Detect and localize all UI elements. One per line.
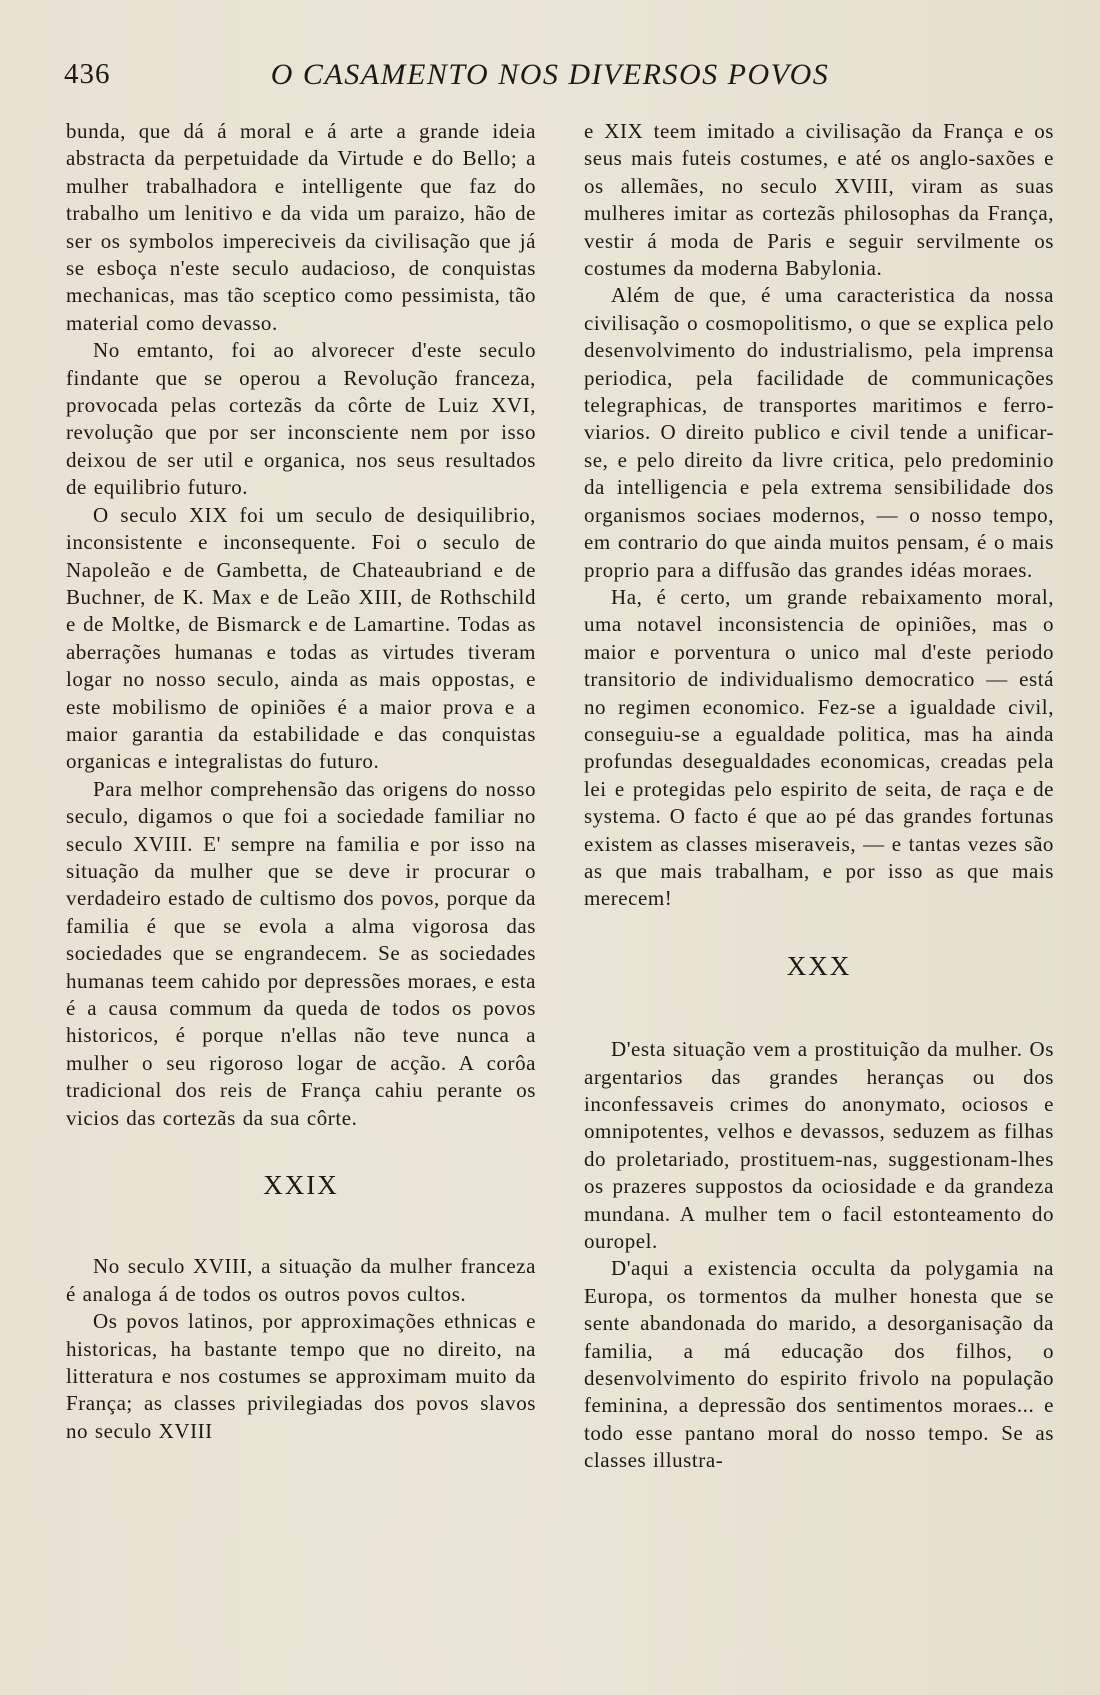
paragraph: No emtanto, foi ao alvorecer d'este seculo findante que se operou a Revolução franceza, provocada pelas cortezãs da côrte de Luiz XVI, revolução que por ser inconsciente nem por isso deixou de ser util e organica, nos seus resultados de equilibrio futuro.	[66, 338, 536, 500]
paragraph: bunda, que dá á moral e á arte a grande ideia abstracta da perpetuidade da Virtude e do Bello; a mulher trabalhadora e intelligente que faz do trabalho um lenitivo e da vida um paraizo, hão de ser os symbolos impereciveis da civilisação que já se esboça n'este seculo audacioso, de conquistas mechanicas, mas tão sceptico como pessimista, tão material como devasso.	[66, 119, 536, 335]
left-column	[66, 118, 536, 1445]
right-column	[584, 118, 1054, 1475]
paragraph: Além de que, é uma caracteristica da nossa civilisação o cosmopolitismo, o que se explica pelo desenvolvimento do industrialismo, pela imprensa periodica, pela facilidade de communicações telegraphicas, de transportes maritimos e ferro-viarios. O direito publico e civil tende a unificar-se, e pelo direito da livre critica, pelo predominio da intelligencia e pela extrema sensibilidade dos organismos sociaes modernos, — o nosso tempo, em contrario do que ainda muitos pensam, é o mais proprio para a diffusão das grandes idéas moraes.	[584, 283, 1054, 582]
paragraph: O seculo XIX foi um seculo de desiquilibrio, inconsistente e inconsequente. Foi o seculo de Napoleão e de Gambetta, de Chateaubriand e de Buchner, de K. Max e de Leão XIII, de Rothschild e de Moltke, de Bismarck e de Lamartine. Todas as aberrações humanas e todas as virtudes tiveram logar no nosso seculo, ainda as mais oppostas, e este mobilismo de opiniões é a maior prova e a maior garantia da estabilidade e das conquistas organicas e integralistas do futuro.	[66, 502, 536, 774]
paragraph: Para melhor comprehensão das origens do nosso seculo, digamos o que foi a sociedade familiar no seculo XVIII. E' sempre na familia e por isso na situação da mulher que se deve ir procurar o verdadeiro estado de cultismo dos povos, porque da familia é que se evola a alma vigorosa das sociedades que se engrandecem. Se as sociedades humanas teem cahido por depressões moraes, e esta é a causa commum da queda de todos os povos historicos, é porque n'ellas não teve nunca a mulher o seu rigoroso logar de acção. A corôa tradicional dos reis de França cahiu perante os vicios das cortezãs da sua côrte.	[66, 776, 536, 1130]
paragraph: No seculo XVIII, a situação da mulher franceza é analoga á de todos os outros povos cultos.	[66, 1254, 536, 1306]
page-number: 436	[64, 58, 111, 90]
section-heading: XXX	[786, 950, 852, 981]
running-title: O CASAMENTO NOS DIVERSOS POVOS	[270, 58, 830, 91]
paragraph: Os povos latinos, por approximações ethnicas e historicas, ha bastante tempo que no direito, na litteratura e nos costumes se approximam muito da França; as classes privilegiadas dos povos slavos no seculo XVIII	[66, 1309, 536, 1443]
page-header	[0, 58, 1100, 98]
paragraph: Ha, é certo, um grande rebaixamento moral, uma notavel inconsistencia de opiniões, mas o maior e porventura o unico mal d'este periodo transitorio de individualismo democratico — está no regimen economico. Fez-se a igualdade civil, conseguiu-se a egualdade politica, mas ha ainda profundas desegualdades economicas, creadas pela lei e protegidas pelo espirito de seita, de raça e de systema. O facto é que ao pé das grandes fortunas existem as classes miseraveis, — e tantas vezes são as que mais trabalham, e por isso as que mais merecem!	[584, 584, 1054, 911]
paragraph: D'esta situação vem a prostituição da mulher. Os argentarios das grandes heranças ou dos inconfessaveis crimes do anonymato, ociosos e omnipotentes, velhos e devassos, seduzem as filhas do proletariado, prostituem-nas, suggestionam-lhes os prazeres suppostos da ociosidade e da grandeza mundana. A mulher tem o facil estonteamento do ouropel.	[584, 1037, 1054, 1254]
section-heading: XXIX	[263, 1170, 339, 1201]
paragraph: D'aqui a existencia occulta da polygamia na Europa, os tormentos da mulher honesta que se sente abandonada do marido, a desorganisação da familia, a má educação dos filhos, o desenvolvimento do espirito frivolo na população feminina, a depressão dos sentimentos moraes... e todo esse pantano moral do nosso tempo. Se as classes illustra-	[584, 1256, 1054, 1473]
paragraph: e XIX teem imitado a civilisação da França e os seus mais futeis costumes, e até os anglo-saxões e os allemães, no seculo XVIII, viram as suas mulheres imitar as cortezãs philosophas da França, vestir á moda de Paris e seguir servilmente os costumes da moderna Babylonia.	[584, 119, 1054, 281]
